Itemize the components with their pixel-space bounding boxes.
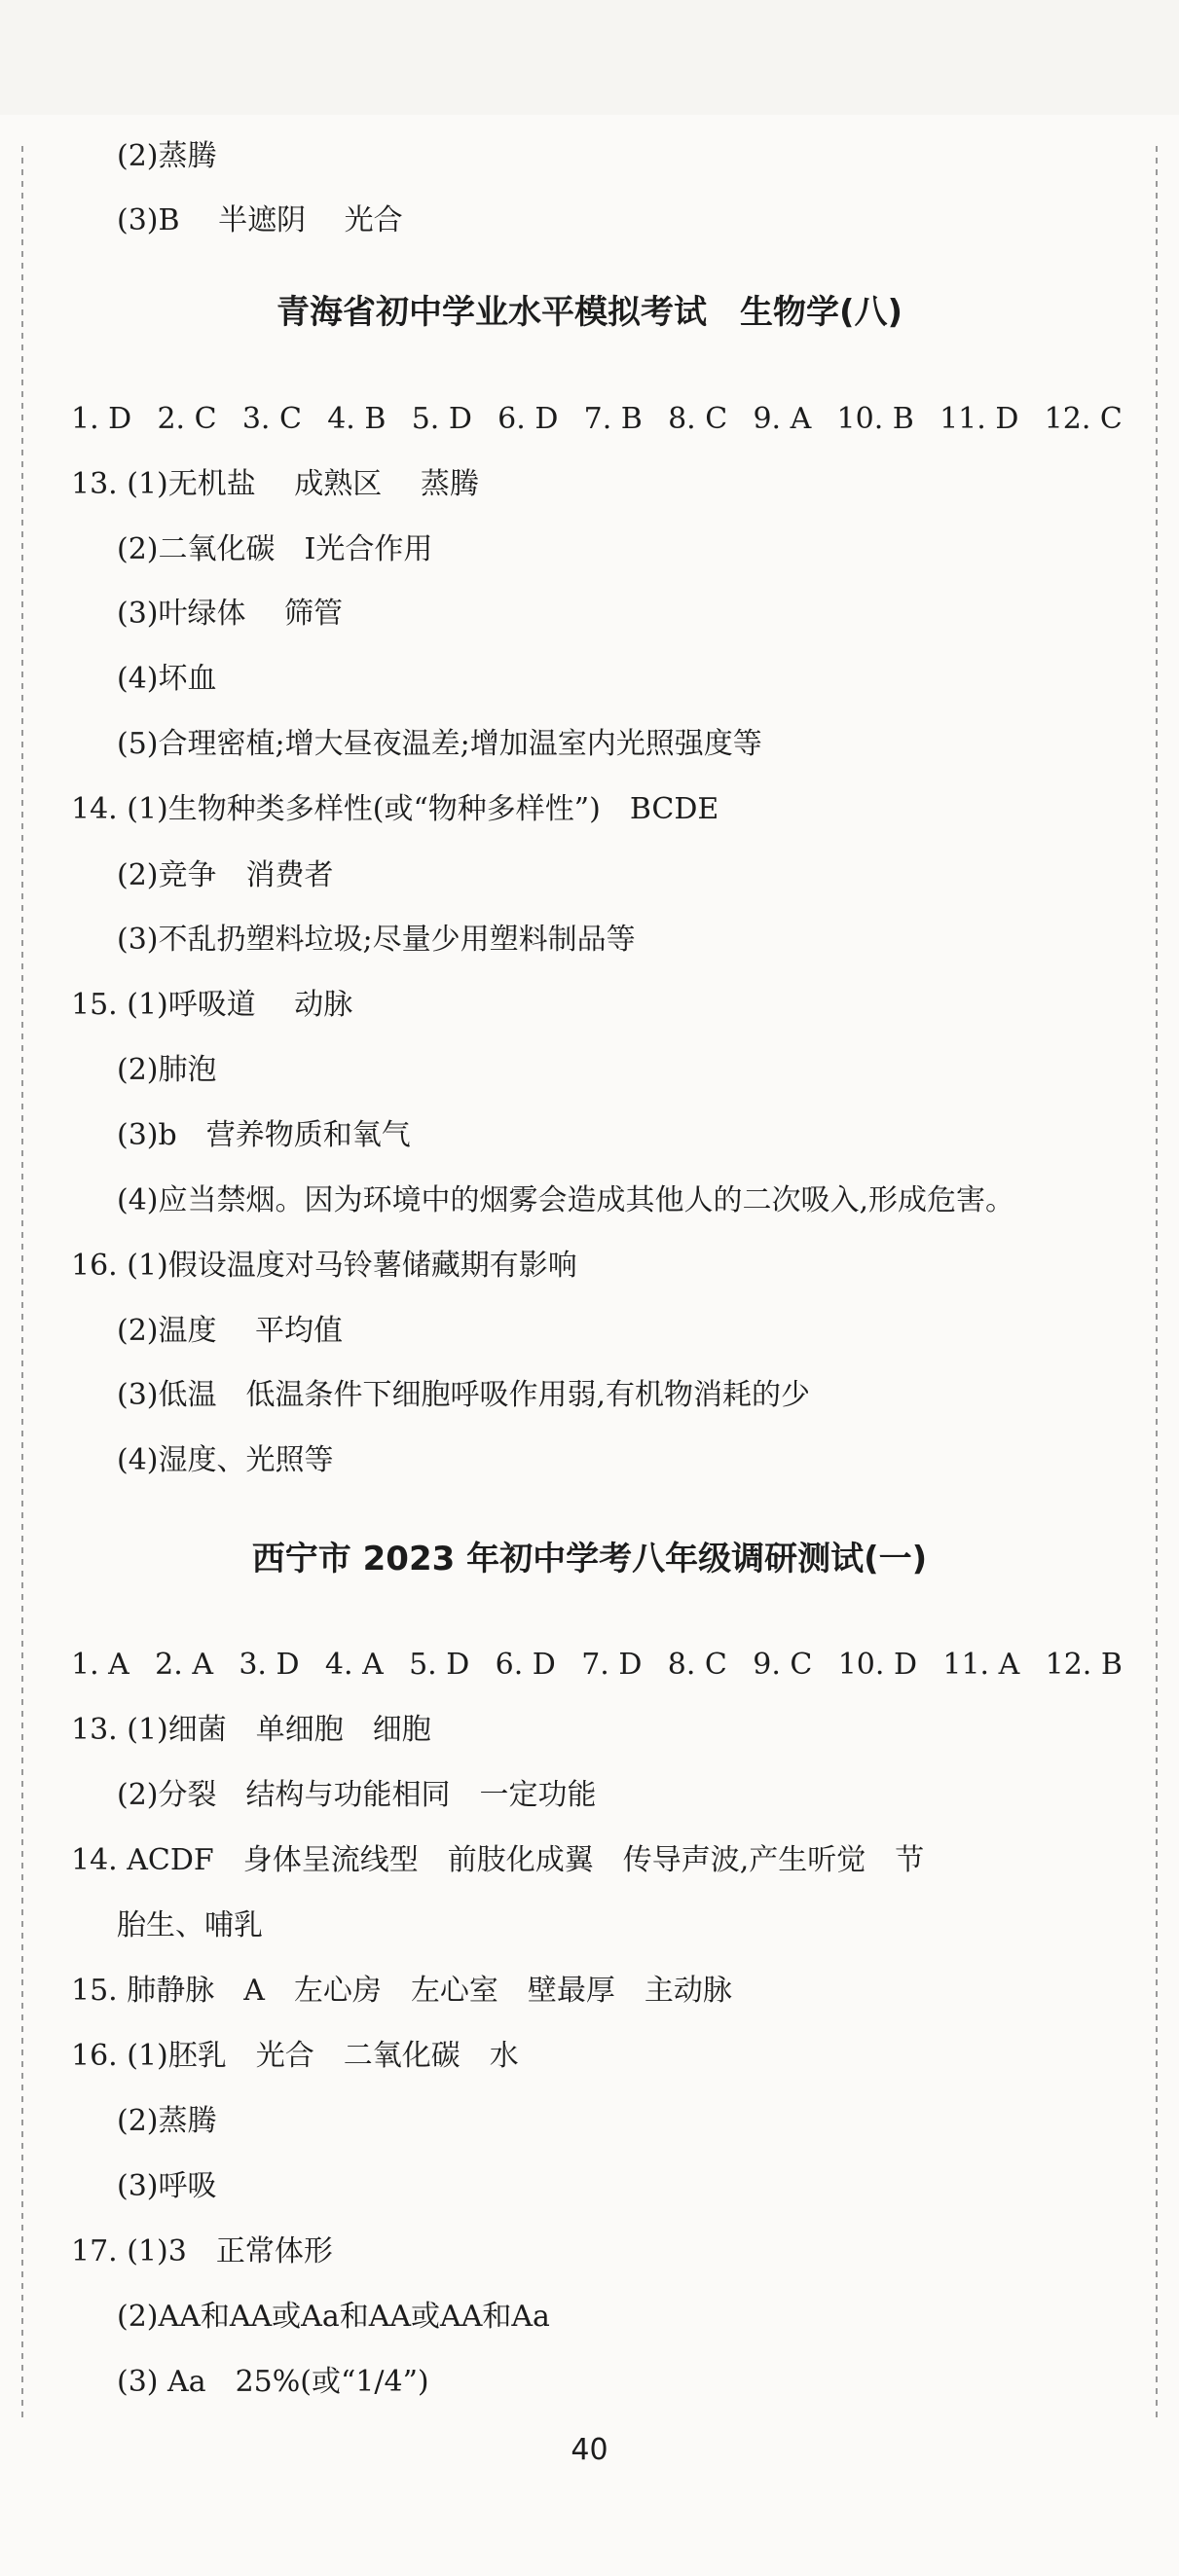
- mcq-answer: 11. D: [940, 402, 1019, 436]
- mcq-answer-row: [71, 1646, 1123, 1685]
- mcq-answer: 9. C: [753, 1648, 813, 1682]
- answer-line: 16. (1)胚乳 光合 二氧化碳 水: [71, 2039, 519, 2073]
- mcq-answer: 4. B: [327, 402, 387, 436]
- mcq-answer: 1. D: [71, 402, 132, 436]
- left-binding-rail: [18, 146, 27, 2423]
- mcq-answer: 3. C: [241, 402, 302, 436]
- mcq-answer: 6. D: [495, 1648, 556, 1682]
- answer-line: (2)温度 平均值: [117, 1314, 344, 1348]
- answer-line: (4)湿度、光照等: [117, 1443, 334, 1477]
- answer-line: (5)合理密植;增大昼夜温差;增加温室内光照强度等: [117, 727, 762, 761]
- mcq-answer: 12. C: [1044, 402, 1123, 436]
- answer-line: (2)蒸腾: [117, 2104, 217, 2138]
- answer-line: 13. (1)无机盐 成熟区 蒸腾: [71, 467, 479, 501]
- mcq-answer: 8. C: [668, 402, 728, 436]
- answer-line: (3)b 营养物质和氧气: [117, 1118, 411, 1152]
- mcq-answer: 6. D: [497, 402, 559, 436]
- mcq-answer: 8. C: [667, 1648, 727, 1682]
- page-number: 40: [571, 2433, 608, 2467]
- answer-line: (3)叶绿体 筛管: [117, 597, 344, 631]
- answer-line: 17. (1)3 正常体形: [71, 2234, 333, 2268]
- section-title: 青海省初中学业水平模拟考试 生物学(八): [276, 293, 903, 332]
- answer-line: (4)应当禁烟。因为环境中的烟雾会造成其他人的二次吸入,形成危害。: [117, 1183, 1015, 1217]
- mcq-answer: 1. A: [71, 1648, 129, 1682]
- answer-line: 15. 肺静脉 A 左心房 左心室 壁最厚 主动脉: [71, 1974, 732, 2008]
- section-title: 西宁市 2023 年初中学考八年级调研测试(一): [251, 1540, 928, 1578]
- mcq-answer: 3. D: [239, 1648, 300, 1682]
- mcq-answer: 10. D: [837, 1648, 918, 1682]
- mcq-answer: 11. A: [942, 1648, 1020, 1682]
- continuation-line: (3)B 半遮阴 光合: [117, 203, 403, 237]
- answer-line: (2)竞争 消费者: [117, 858, 334, 892]
- answer-line: 16. (1)假设温度对马铃薯储藏期有影响: [71, 1249, 577, 1283]
- answer-line: (3)呼吸: [117, 2169, 217, 2203]
- answer-line: 14. (1)生物种类多样性(或“物种多样性”) BCDE: [71, 792, 719, 826]
- mcq-answer: 2. A: [155, 1648, 213, 1682]
- answer-line: (2)二氧化碳 Ⅰ光合作用: [117, 532, 433, 566]
- answer-line: 13. (1)细菌 单细胞 细胞: [71, 1713, 431, 1747]
- mcq-answer: 5. D: [409, 1648, 470, 1682]
- mcq-answer: 7. B: [583, 402, 643, 436]
- mcq-answer: 5. D: [411, 402, 472, 436]
- answer-line: (3)低温 低温条件下细胞呼吸作用弱,有机物消耗的少: [117, 1378, 811, 1412]
- answer-line: 胎生、哺乳: [117, 1908, 263, 1942]
- mcq-answer: 4. A: [324, 1648, 384, 1682]
- mcq-answer: 2. C: [157, 402, 217, 436]
- right-binding-rail: [1152, 146, 1161, 2423]
- continuation-line: (2)蒸腾: [117, 139, 217, 173]
- mcq-answer: 12. B: [1045, 1648, 1123, 1682]
- answer-line: (2)肺泡: [117, 1053, 217, 1087]
- mcq-answer-row: [71, 400, 1123, 439]
- mcq-answer: 9. A: [753, 402, 812, 436]
- answer-line: 15. (1)呼吸道 动脉: [71, 988, 353, 1022]
- mcq-answer: 10. B: [836, 402, 914, 436]
- answer-line: (2)AA和AA或Aa和AA或AA和Aa: [117, 2300, 550, 2334]
- answer-line: (2)分裂 结构与功能相同 一定功能: [117, 1778, 597, 1812]
- answer-line: 14. ACDF 身体呈流线型 前肢化成翼 传导声波,产生听觉 节: [71, 1843, 925, 1877]
- top-margin: [0, 0, 1179, 115]
- answer-line: (3)不乱扔塑料垃圾;尽量少用塑料制品等: [117, 923, 636, 957]
- answer-line: (4)坏血: [117, 662, 217, 696]
- mcq-answer: 7. D: [581, 1648, 643, 1682]
- answer-line: (3) Aa 25%(或“1/4”): [117, 2365, 429, 2399]
